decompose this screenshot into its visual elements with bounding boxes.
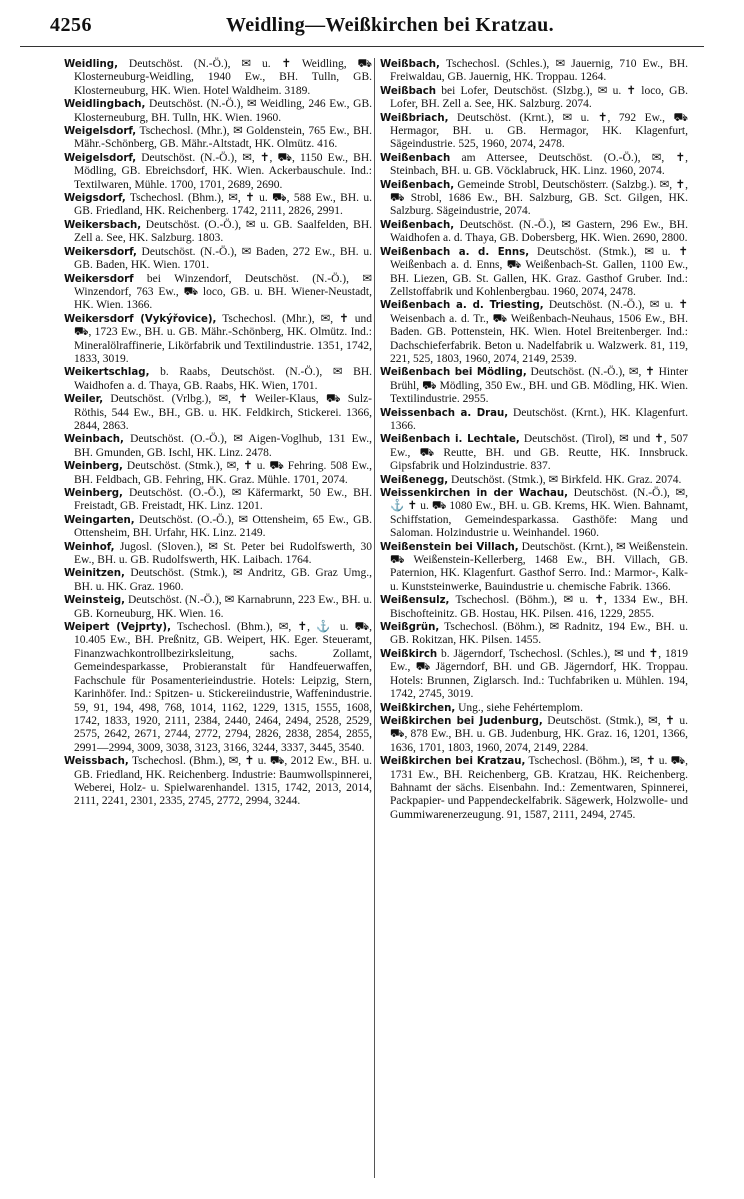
entry-body: Deutschöst. (Stmk.), ✉ u. ✝ Weißenbach a. d. Enns, ⛟ Weißenbach-St. Gallen, 1100 Ew., BH. Liezen, GB. St. Gallen, HK. Graz. Gasthof Gruber. Ind.: Zellstoffabrik und Kohlenbergbau. 1960, 2074, 2478.	[390, 245, 688, 298]
entry-headword: Weißensulz,	[380, 595, 450, 607]
entry-body: Tschechosl. (Böhm.), ✉ u. ✝, 1334 Ew., BH. Bischofteinitz. GB. Hostau, HK. Pilsen. 416, 1229, 2855.	[390, 594, 688, 620]
gazetteer-entry	[64, 594, 372, 621]
entry-headword: Weinbach,	[64, 434, 124, 446]
entry-body: Gemeinde Strobl, Deutschösterr. (Salzbg.). ✉, ✝, ⛟ Strobl, 1686 Ew., BH. Salzburg, GB. Sct. Gilgen, HK. Salzburg. Sägeindustrie, 2074.	[390, 178, 688, 218]
gazetteer-entry	[380, 299, 688, 366]
entry-body: b. Raabs, Deutschöst. (N.-Ö.), ✉ BH. Waidhofen a. d. Thaya, GB. Raabs, HK. Wien, 1701.	[74, 366, 372, 392]
entry-headword: Weinberg,	[64, 488, 123, 499]
entry-body: Deutschöst. (N.-Ö.), ✉, ✝ Hinter Brühl, ⛟ Mödling, 350 Ew., BH. und GB. Mödling, HK. Wien. Textilindustrie. 2955.	[390, 366, 688, 406]
entry-headword: Weißgrün,	[380, 622, 440, 634]
entry-body: Deutschöst. (N.-Ö.), ✉ Karnabrunn, 223 Ew., BH. u. GB. Korneuburg, HK. Wien. 16.	[74, 594, 372, 620]
entry-headword: Weißkirchen bei Kratzau,	[380, 756, 526, 768]
page-header	[30, 14, 714, 42]
entry-body: Deutschöst. (N.-Ö.), ✉ Weidling, 246 Ew., GB. Klosterneuburg, BH. Tulln, HK. Wien. 1960.	[74, 98, 372, 124]
gazetteer-entry	[64, 273, 372, 313]
gazetteer-entry	[380, 474, 688, 487]
entry-headword: Weißenbach bei Mödling,	[380, 367, 527, 379]
entry-body: Deutschöst. (Stmk.), ✉, ✝ u. ⛟, 878 Ew., BH. u. GB. Judenburg, HK. Graz. 16, 1201, 1366, 1636, 1701, 1803, 1960, 2074, 2149, 2284.	[390, 714, 688, 754]
entry-body: Jugosl. (Sloven.), ✉ St. Peter bei Rudolfswerth, 30 Ew., BH. u. GB. Rudolfswerth, HK. Laibach. 1764.	[74, 540, 372, 567]
entry-headword: Weißbach	[380, 85, 437, 97]
gazetteer-entry	[380, 621, 688, 648]
entry-headword: Weinitzen,	[64, 568, 125, 580]
entry-headword: Weinhof,	[64, 541, 115, 553]
gazetteer-entry	[64, 366, 372, 393]
entry-body: Deutschöst. (N.-Ö.), ✉ Gastern, 296 Ew., BH. Waidhofen a. d. Thaya, GB. Dobersberg, HK. Wien. 2690, 2800.	[390, 218, 688, 245]
gazetteer-entry	[64, 514, 372, 541]
entry-body: Tschechosl. (Schles.), ✉ Jauernig, 710 Ew., BH. Freiwaldau, GB. Jauernig, HK. Troppau. 1264.	[390, 58, 688, 84]
entry-headword: Weiler,	[64, 394, 104, 406]
gazetteer-entry	[380, 112, 688, 152]
entry-headword: Weißenbach a. d. Enns,	[380, 246, 530, 258]
entry-body: Deutschöst. (O.-Ö.), ✉ Ottensheim, 65 Ew., GB. Ottensheim, BH. Urfahr, HK. Linz. 2149.	[74, 513, 372, 540]
entry-body: Deutschöst. (N.-Ö.), ✉, ⚓ ✝ u. ⛟ 1080 Ew., BH. u. GB. Krems, HK. Wien. Bahnamt, Schiffstation, Gemeindesparkassa. Gasthöfe: Mang und Saloman. Holzindustrie u. Weinhandel. 1960.	[390, 487, 688, 540]
page-number: 4256	[50, 14, 92, 36]
entry-body: Deutschöst. (Stmk.), ✉ Birkfeld. HK. Graz. 2074.	[448, 473, 682, 486]
gazetteer-entry	[64, 125, 372, 152]
entry-body: Tschechosl. (Böhm.), ✉ Radnitz, 194 Ew., BH. u. GB. Rokitzan, HK. Pilsen. 1455.	[390, 621, 688, 647]
gazetteer-entry	[380, 755, 688, 822]
gazetteer-entry	[380, 715, 688, 755]
right-column	[380, 58, 688, 822]
entry-body: Deutschöst. (Stmk.), ✉ Andritz, GB. Graz Umg., BH. u. HK. Graz. 1960.	[74, 567, 372, 593]
entry-headword: Weissbach,	[64, 756, 129, 768]
entry-headword: Weißenbach a. d. Triesting,	[380, 300, 544, 312]
gazetteer-entry	[64, 58, 372, 98]
entry-body: Deutschöst. (N.-Ö.), ✉ u. ✝ Weidling, ⛟ Klosterneuburg-Weidling, 1940 Ew., BH. Tulln, GB. Klosterneuburg, HK. Wien. Hotel Waldheim. 3189.	[74, 58, 372, 97]
gazetteer-entry	[64, 219, 372, 246]
entry-body: Tschechosl. (Bhm.), ✉, ✝, ⚓ u. ⛟, 10.405 Ew., BH. Preßnitz, GB. Weipert, HK. Eger. Steueramt, Finanzwachkontrollbezirksleitung, sachs. Zollamt, Gemeindesparkasse, Probieranstalt für Handfeuerwaffen, Fachschule für Posamenterieindustrie. Hotels: Leipzig, Stern, Karinhöfer. Ind.: Spitzen- u. Stickereiindustrie, Waffenindustrie. 59, 91, 194, 498, 768, 1014, 1162, 1229, 1315, 1555, 1608, 1742, 1833, 1920, 2111, 2384, 2440, 2464, 2494, 2528, 2529, 2575, 2642, 2671, 2744, 2772, 2794, 2826, 2838, 2854, 2855, 2991—2994, 3009, 3038, 3123, 3166, 3244, 3337, 3445, 3540.	[74, 621, 372, 754]
entry-headword: Weißenbach i. Lechtale,	[380, 434, 520, 446]
entry-headword: Weingarten,	[64, 514, 135, 526]
entry-body: Deutschöst. (Krnt.), ✉ u. ✝, 792 Ew., ⛟ Hermagor, BH. u. GB. Hermagor, HK. Klagenfurt, Sägeindustrie. 525, 1960, 2074, 2478.	[390, 111, 688, 151]
gazetteer-entry	[64, 152, 372, 192]
entry-headword: Weißbriach,	[380, 112, 449, 124]
entry-headword: Weinsteig,	[64, 595, 126, 607]
gazetteer-entry	[380, 594, 688, 621]
left-column	[64, 58, 372, 809]
entry-body: am Attersee, Deutschöst. (O.-Ö.), ✉, ✝, Steinbach, BH. u. GB. Vöcklabruck, HK. Linz. 1960, 2074.	[390, 151, 688, 178]
entry-headword: Weissenbach a. Drau,	[380, 407, 509, 419]
gazetteer-entry	[380, 541, 688, 595]
entry-body: Deutschöst. (Krnt.), HK. Klagenfurt. 1366.	[390, 406, 689, 432]
gazetteer-entry	[380, 58, 688, 85]
gazetteer-entry	[380, 648, 688, 702]
gazetteer-entry	[64, 567, 372, 594]
entry-body: Deutschöst. (N.-Ö.), ✉ u. ✝ Weisenbach a. d. Tr., ⛟ Weißenbach-Neuhaus, 1506 Ew., BH. Baden. GB. Pottenstein, HK. Wien. Hotel Breitenberger. Ind.: Dachschieferfabrik. Beton u. Nadelfabrik u. Walzwerk. 81, 119, 221, 525, 1803, 1960, 2074, 2149, 2539.	[390, 299, 688, 365]
entry-body: Ung., siehe Fehértemplom.	[455, 701, 583, 714]
column-divider	[374, 58, 375, 1178]
gazetteer-entry	[64, 433, 372, 460]
gazetteer-entry	[64, 541, 372, 568]
entry-headword: Weißenbach,	[380, 179, 455, 191]
entry-headword: Weidlingbach,	[64, 99, 146, 111]
entry-headword: Weikersbach,	[64, 219, 142, 231]
gazetteer-entry	[380, 407, 688, 434]
entry-body: Deutschöst. (O.-Ö.), ✉ u. GB. Saalfelden, BH. Zell a. See, HK. Salzburg. 1803.	[74, 218, 372, 245]
entry-body: Tschechosl. (Mhr.), ✉, ✝ und ⛟, 1723 Ew., BH. u. GB. Mähr.-Schönberg, HK. Olmütz. Ind.: Mineralölraffinerie, Likörfabrik und Textilindustrie. 1351, 1742, 1833, 3019.	[74, 312, 372, 365]
entry-body: Deutschöst. (Krnt.), ✉ Weißenstein. ⛟ Weißenstein-Kellerberg, 1468 Ew., BH. Villach, GB. Paternion, HK. Klagenfurt. Gasthof Serro. Ind.: Marmor-, Kalk- u. Kunststeinwerke, Bauindustrie u. chemische Fabrik. 1366.	[390, 540, 689, 593]
gazetteer-entry	[64, 621, 372, 755]
entry-headword: Weißkirchen bei Judenburg,	[380, 715, 543, 727]
entry-body: Deutschöst. (N.-Ö.), ✉ Baden, 272 Ew., BH. u. GB. Baden, HK. Wien. 1701.	[74, 245, 372, 272]
entry-body: Tschechosl. (Bhm.), ✉, ✝ u. ⛟, 588 Ew., BH. u. GB. Friedland, HK. Reichenberg. 1742, 2111, 2826, 2991.	[74, 192, 372, 218]
gazetteer-entry	[64, 393, 372, 433]
entry-body: bei Lofer, Deutschöst. (Slzbg.), ✉ u. ✝ loco, GB. Lofer, BH. Zell a. See, HK. Salzburg. 2074.	[390, 84, 688, 111]
gazetteer-entry	[380, 487, 688, 541]
entry-headword: Weißenegg,	[380, 474, 449, 486]
header-rule	[20, 46, 704, 47]
gazetteer-entry	[380, 219, 688, 246]
entry-headword: Weikersdorf	[64, 273, 134, 285]
entry-headword: Weigsdorf,	[64, 193, 126, 205]
entry-body: bei Winzendorf, Deutschöst. (N.-Ö.), ✉ Winzendorf, 763 Ew., ⛟ loco, GB. u. BH. Wiener-Neustadt, HK. Wien. 1366.	[74, 272, 372, 312]
gazetteer-entry	[64, 313, 372, 367]
entry-body: Deutschöst. (Stmk.), ✉, ✝ u. ⛟ Fehring. 508 Ew., BH. Feldbach, GB. Fehring, HK. Graz. Mühle. 1701, 2074.	[74, 460, 372, 486]
entry-headword: Weißenbach,	[380, 219, 455, 231]
entry-headword: Weigelsdorf,	[64, 152, 137, 164]
entry-body: b. Jägerndorf, Tschechosl. (Schles.), ✉ und ✝, 1819 Ew., ⛟ Jägerndorf, BH. und GB. Jägerndorf, HK. Troppau. Hotels: Brunnen, Ziglarsch. Ind.: Tuchfabriken u. Mühlen. 194, 1742, 2745, 3019.	[390, 647, 688, 701]
entry-headword: Weißenstein bei Villach,	[380, 541, 519, 553]
gazetteer-entry	[380, 702, 688, 715]
gazetteer-entry	[380, 152, 688, 179]
entry-headword: Weißbach,	[380, 59, 440, 70]
entry-body: Tschechosl. (Mhr.), ✉ Goldenstein, 765 Ew., BH. Mähr.-Schönberg, GB. Mähr.-Altstadt, HK. Olmütz. 416.	[74, 125, 372, 151]
gazetteer-entry	[64, 755, 372, 809]
gazetteer-entry	[380, 246, 688, 300]
entry-headword: Weinberg,	[64, 461, 123, 473]
gazetteer-entry	[380, 366, 688, 406]
entry-body: Deutschöst. (Vrlbg.), ✉, ✝ Weiler-Klaus, ⛟ Sulz-Röthis, 544 Ew., BH., GB. u. HK. Feldkirch, Stickerei. 1366, 2844, 2863.	[74, 393, 372, 432]
entry-headword: Weikertschlag,	[64, 367, 150, 379]
running-title: Weidling—Weißkirchen bei Kratzau.	[226, 14, 554, 36]
gazetteer-entry	[64, 192, 372, 219]
entry-headword: Weigelsdorf,	[64, 126, 137, 138]
entry-body: Tschechosl. (Böhm.), ✉, ✝ u. ⛟, 1731 Ew., BH. Reichenberg, GB. Kratzau, HK. Reichenberg. Bahnamt der sächs. Eisenbahn. Ind.: Zementwaren, Spinnerei, Packpapier- und Pappendeckelfabrik. Sägewerk, Holzwolle- und Gummiwarenerzeugung. 91, 1587, 2111, 2494, 2745.	[390, 755, 688, 821]
entry-headword: Weißkirchen,	[380, 702, 456, 714]
entry-body: Deutschöst. (O.-Ö.), ✉ Käfermarkt, 50 Ew., BH. Freistadt, GB. Freistadt, HK. Linz. 1201.	[74, 487, 372, 513]
gazetteer-entry	[380, 179, 688, 219]
entry-headword: Weikersdorf (Vykýřovice),	[64, 313, 217, 325]
gazetteer-entry	[64, 460, 372, 487]
gazetteer-entry	[380, 433, 688, 473]
entry-headword: Weißkirch	[380, 648, 438, 660]
entry-body: Deutschöst. (Tirol), ✉ und ✝, 507 Ew., ⛟ Reutte, BH. und GB. Reutte, HK. Innsbruck. Gipsfabrik und Holzindustrie. 837.	[390, 433, 689, 473]
entry-body: Deutschöst. (O.-Ö.), ✉ Aigen-Voglhub, 131 Ew., BH. Gmunden, GB. Ischl, HK. Linz. 2478.	[74, 433, 372, 459]
entry-headword: Weißenbach	[380, 152, 451, 164]
gazetteer-entry	[380, 85, 688, 112]
entry-headword: Weissenkirchen in der Wachau,	[380, 488, 569, 499]
gazetteer-entry	[64, 487, 372, 514]
entry-headword: Weikersdorf,	[64, 246, 137, 258]
gazetteer-entry	[64, 98, 372, 125]
entry-headword: Weidling,	[64, 59, 118, 70]
gazetteer-entry	[64, 246, 372, 273]
entry-headword: Weipert (Vejprty),	[64, 622, 171, 634]
entry-body: Deutschöst. (N.-Ö.), ✉, ✝, ⛟, 1150 Ew., BH. Mödling, GB. Ebreichsdorf, HK. Wien. Ackerbauschule. Ind.: Textilwaren, Mühle. 1700, 1701, 2689, 2690.	[74, 151, 372, 191]
entry-body: Tschechosl. (Bhm.), ✉, ✝ u. ⛟, 2012 Ew., BH. u. GB. Friedland, HK. Reichenberg. Industrie: Baumwollspinnerei, Weberei, Holz- u. Spielwarenhandel. 1315, 1742, 2013, 2014, 2111, 2241, 2301, 2335, 2745, 2772, 2994, 3244.	[74, 755, 372, 808]
